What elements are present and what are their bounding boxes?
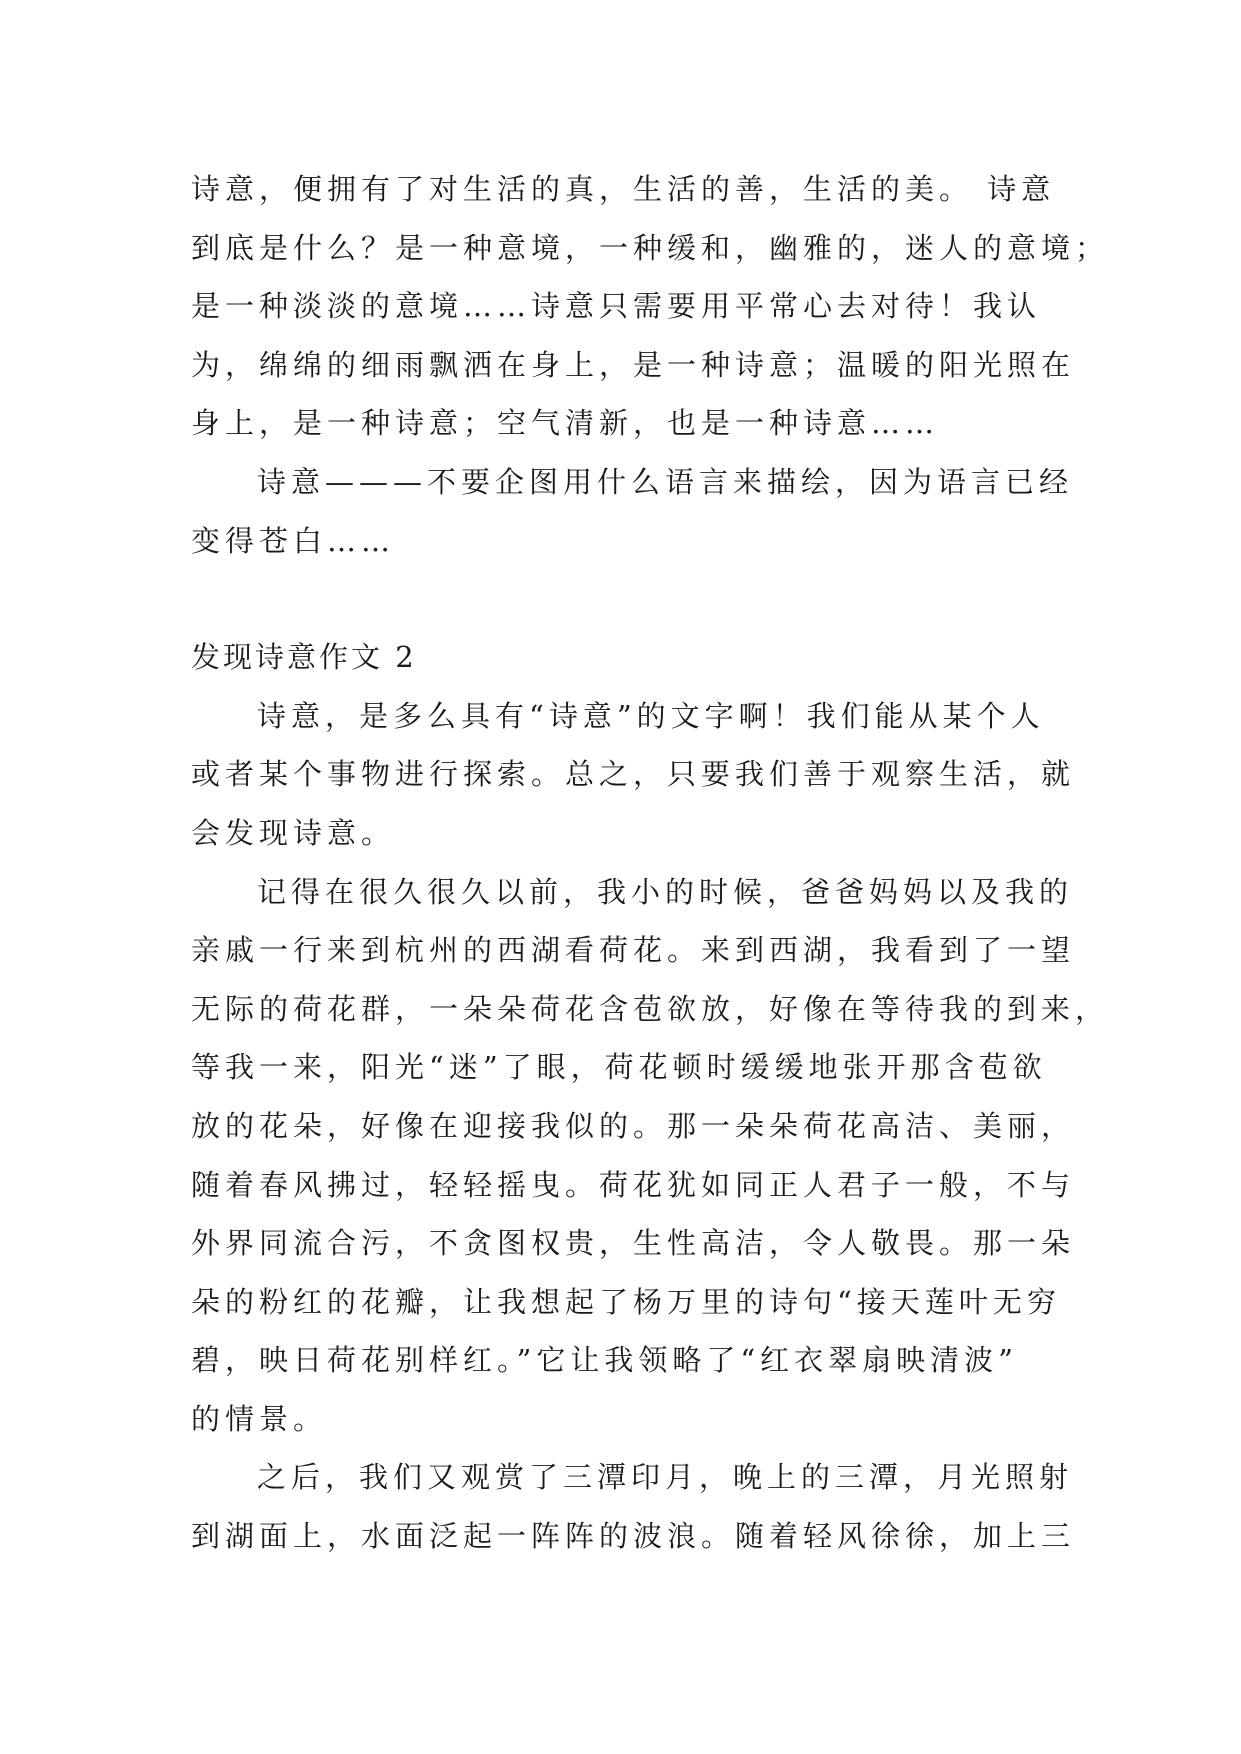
paragraph-2 [191, 453, 1074, 570]
text-line: 外界同流合污，不贪图权贵，生性高洁，令人敬畏。那一朵 [191, 1226, 1076, 1261]
paragraph-4 [191, 863, 1110, 1449]
text-line: 是一种淡淡的意境……诗意只需要用平常心去对待！我认 [191, 289, 1042, 324]
text-line: 记得在很久很久以前，我小的时候，爸爸妈妈以及我的 [257, 874, 1074, 909]
text-line: 诗意，是多么具有“诗意”的文字啊！我们能从某个人 [257, 698, 1045, 733]
text-line: 会发现诗意。 [191, 815, 396, 850]
paragraph-1 [191, 160, 1110, 453]
text-line: 亲戚一行来到杭州的西湖看荷花。来到西湖，我看到了一望 [191, 933, 1076, 968]
text-line: 之后，我们又观赏了三潭印月，晚上的三潭，月光照射 [257, 1460, 1074, 1495]
text-line: 无际的荷花群，一朵朵荷花含苞欲放，好像在等待我的到来， [191, 991, 1110, 1026]
text-line: 朵的粉红的花瓣，让我想起了杨万里的诗句“接天莲叶无穷 [191, 1284, 1061, 1319]
text-line: 碧，映日荷花别样红。”它让我领略了“红衣翠扇映清波” [191, 1343, 1018, 1378]
document-body [191, 160, 1110, 1566]
paragraph-5 [191, 1448, 1076, 1565]
section-title: 发现诗意作文 2 [191, 640, 417, 675]
text-line: 或者某个事物进行探索。总之，只要我们善于观察生活，就 [191, 757, 1076, 792]
text-line: 放的花朵，好像在迎接我似的。那一朵朵荷花高洁、美丽， [191, 1108, 1076, 1143]
text-line: 随着春风拂过，轻轻摇曳。荷花犹如同正人君子一般，不与 [191, 1167, 1076, 1202]
text-line: 诗意，便拥有了对生活的真，生活的善，生活的美。 诗意 [191, 172, 1056, 206]
text-line: 到湖面上，水面泛起一阵阵的波浪。随着轻风徐徐，加上三 [191, 1519, 1076, 1554]
text-line: 到底是什么？是一种意境，一种缓和，幽雅的，迷人的意境； [191, 230, 1110, 265]
text-line: 等我一来，阳光“迷”了眼，荷花顿时缓缓地张开那含苞欲 [191, 1050, 1047, 1085]
text-line: 的情景。 [191, 1401, 328, 1436]
text-line: 为，绵绵的细雨飘洒在身上，是一种诗意；温暖的阳光照在 [191, 347, 1076, 382]
text-line: 变得苍白…… [191, 523, 396, 558]
text-line: 诗意———不要企图用什么语言来描绘，因为语言已经 [257, 464, 1074, 499]
text-line: 身上，是一种诗意；空气清新，也是一种诗意…… [191, 406, 940, 441]
paragraph-3 [191, 687, 1076, 863]
